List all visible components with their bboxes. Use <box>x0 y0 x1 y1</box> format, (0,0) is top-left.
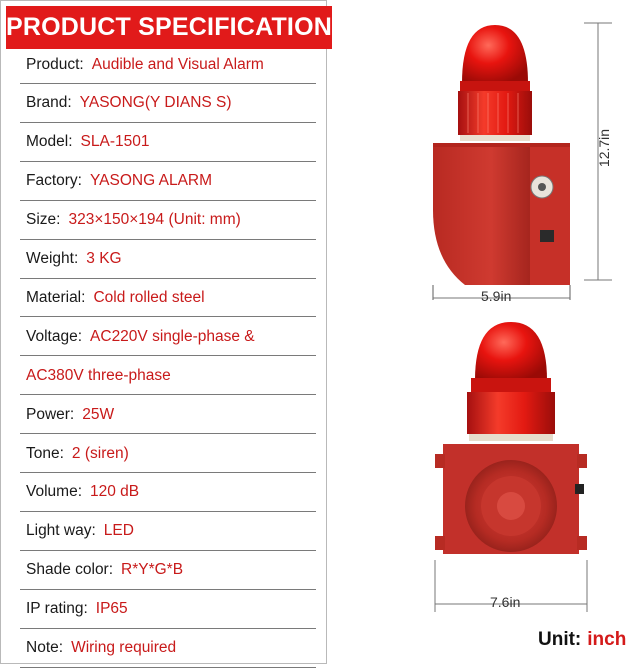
spec-label: Factory: <box>26 172 82 190</box>
spec-value: AC220V single-phase & <box>90 327 255 345</box>
spec-row <box>20 45 316 84</box>
spec-value: 2 (siren) <box>71 444 129 462</box>
unit-label: Unit: <box>538 629 582 650</box>
spec-label: Volume: <box>26 483 83 501</box>
spec-label: Voltage: <box>26 327 83 345</box>
spec-label: Power: <box>26 405 75 423</box>
spec-row <box>20 590 316 629</box>
spec-header <box>6 6 332 49</box>
spec-value: R*Y*G*B <box>121 561 184 579</box>
spec-label: IP rating: <box>26 600 88 618</box>
spec-label: Brand: <box>26 94 72 112</box>
spec-value: SLA-1501 <box>80 133 150 151</box>
spec-label: Model: <box>26 133 73 151</box>
spec-value: 3 KG <box>86 250 122 267</box>
spec-row <box>20 278 316 317</box>
spec-label: Size: <box>26 211 61 229</box>
spec-row <box>20 201 316 240</box>
spec-row <box>20 512 316 551</box>
spec-row <box>20 162 316 201</box>
front-width-dimension: 7.6in <box>490 594 521 610</box>
spec-value: IP65 <box>95 600 128 618</box>
spec-title: PRODUCT SPECIFICATION <box>6 13 332 41</box>
side-width-dimension: 5.9in <box>481 288 512 304</box>
alarm-front-view <box>425 322 595 622</box>
spec-label: Weight: <box>26 250 79 267</box>
unit-note <box>538 629 626 651</box>
spec-value: 25W <box>82 405 115 423</box>
spec-row <box>20 434 316 473</box>
spec-value: YASONG(Y DIANS S) <box>79 94 232 112</box>
spec-row <box>20 551 316 590</box>
spec-label: Light way: <box>26 522 96 540</box>
spec-label: Shade color: <box>26 561 114 579</box>
unit-value: inch <box>587 629 627 650</box>
spec-row <box>20 395 316 434</box>
spec-value: Wiring required <box>71 639 177 656</box>
spec-label: Material: <box>26 288 86 306</box>
spec-row <box>20 84 316 123</box>
spec-value: AC380V three-phase <box>26 366 171 384</box>
spec-row <box>20 629 316 668</box>
spec-label: Note: <box>26 639 64 656</box>
spec-row <box>20 356 316 395</box>
alarm-side-view <box>420 15 620 310</box>
spec-value: LED <box>103 522 134 540</box>
spec-label: Tone: <box>26 444 64 462</box>
spec-row <box>20 240 316 279</box>
spec-value: YASONG ALARM <box>89 172 213 190</box>
spec-row <box>20 473 316 512</box>
spec-value: Cold rolled steel <box>93 288 205 306</box>
height-dimension: 12.7in <box>596 128 613 168</box>
spec-row <box>20 317 316 356</box>
spec-row <box>20 123 316 162</box>
spec-value: Audible and Visual Alarm <box>91 55 264 73</box>
spec-label: Product: <box>26 55 84 73</box>
spec-value: 120 dB <box>90 483 140 501</box>
spec-value: 323×150×194 (Unit: mm) <box>68 211 241 229</box>
